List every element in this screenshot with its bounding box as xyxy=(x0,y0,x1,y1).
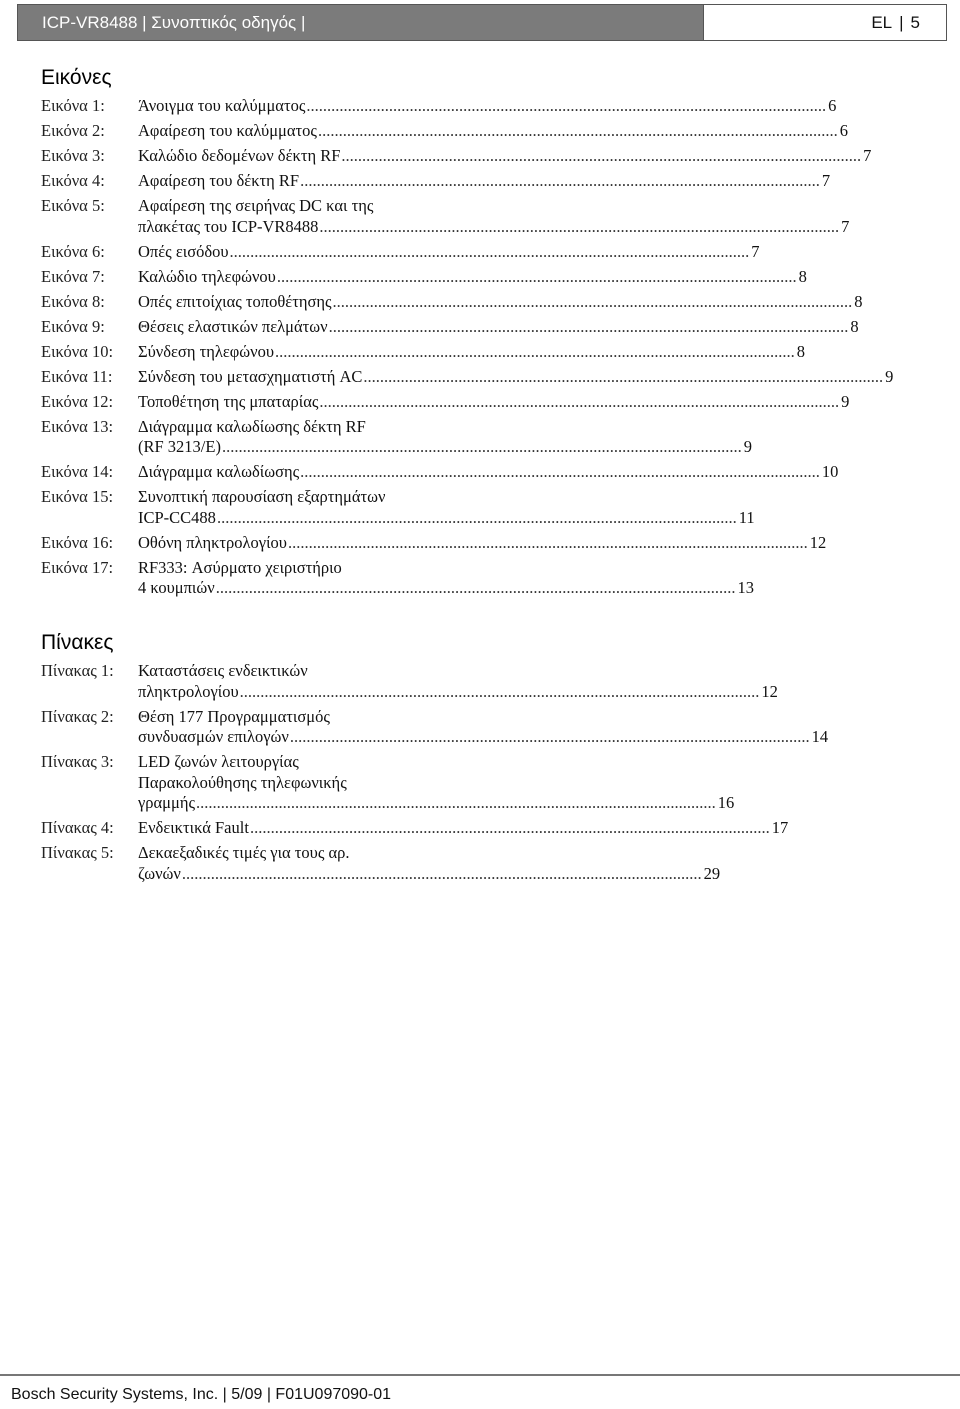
table-entry-title-line xyxy=(138,793,734,814)
header-title: ICP-VR8488 | Συνοπτικός οδηγός | xyxy=(18,5,703,40)
figure-entry-title: Τοποθέτηση της μπαταρίας xyxy=(138,391,319,411)
figure-entry-label: Εικόνα 7: xyxy=(41,266,105,286)
dot-leader xyxy=(240,682,760,703)
figure-entry-label: Εικόνα 12: xyxy=(41,391,114,411)
table-entry-title-line xyxy=(138,661,778,682)
figure-entry-title-line xyxy=(138,508,755,529)
figure-entry[interactable] xyxy=(41,96,837,117)
figure-entry-page: 12 xyxy=(809,532,827,552)
table-entry-title-line xyxy=(138,818,788,839)
figure-entry-title-line xyxy=(138,171,830,192)
figure-entry-body xyxy=(138,342,805,363)
figure-entry-title: Αφαίρεση του καλύμματος xyxy=(138,121,317,140)
figure-entry-page: 7 xyxy=(751,241,760,261)
figure-entry-page: 9 xyxy=(841,391,850,411)
table-entry-title-line xyxy=(138,707,828,728)
header-page-info xyxy=(703,5,946,40)
figure-entry-title-line xyxy=(138,437,752,458)
table-entry-label: Πίνακας 3: xyxy=(41,752,114,771)
figure-entry-page: 7 xyxy=(821,171,831,190)
figure-entry-title-line xyxy=(138,96,836,117)
dot-leader xyxy=(319,217,839,238)
figure-entry-label: Εικόνα 1: xyxy=(41,96,105,115)
figure-entry[interactable] xyxy=(41,366,894,388)
figure-entry[interactable] xyxy=(41,416,752,458)
table-entry-title-line xyxy=(138,752,734,773)
table-entry-label: Πίνακας 2: xyxy=(41,706,114,726)
figure-entry-body xyxy=(138,533,826,554)
figure-entry[interactable] xyxy=(41,391,850,413)
figure-entry-page: 7 xyxy=(841,216,850,236)
dot-leader xyxy=(319,392,839,413)
figure-entry-page: 10 xyxy=(821,462,839,481)
figure-entry-label: Εικόνα 11: xyxy=(41,366,113,386)
figure-entry-body xyxy=(138,146,871,167)
figure-entry[interactable] xyxy=(41,291,863,313)
table-entry-title: Καταστάσεις ενδεικτικών xyxy=(138,661,308,680)
figure-entry-body xyxy=(138,96,836,117)
dot-leader xyxy=(196,793,716,814)
figure-entry-title-line xyxy=(138,558,754,579)
figure-entry-label: Εικόνα 9: xyxy=(41,316,105,336)
figure-entry-page: 13 xyxy=(737,578,754,597)
figure-entry-title-line xyxy=(138,533,826,554)
table-entry-page: 17 xyxy=(771,818,789,837)
dot-leader xyxy=(363,367,883,388)
table-entry-label: Πίνακας 1: xyxy=(41,661,114,680)
figures-heading: Εικόνες xyxy=(41,66,112,89)
table-entry[interactable] xyxy=(41,752,735,814)
figure-entry-page: 8 xyxy=(850,316,859,336)
figure-entry-page: 6 xyxy=(839,121,848,140)
table-entry-body xyxy=(138,818,788,839)
figure-entry-body xyxy=(138,267,807,288)
figure-entry-label: Εικόνα 2: xyxy=(41,121,105,140)
table-entry-body xyxy=(138,707,828,748)
dot-leader xyxy=(275,342,795,363)
table-entry-title: ζωνών xyxy=(138,863,181,883)
figure-entry-title-line xyxy=(138,367,893,388)
figure-entry-title-line xyxy=(138,578,754,599)
figure-entry-title: Άνοιγμα του καλύμματος xyxy=(138,96,306,115)
figure-entry-page: 11 xyxy=(738,507,755,527)
table-entry-label: Πίνακας 5: xyxy=(41,843,114,862)
figure-entry-title: Οθόνη πληκτρολογίου xyxy=(138,532,287,552)
figure-entry-title-line xyxy=(138,267,807,288)
table-entry-body xyxy=(138,752,734,814)
figure-entry-title: Θέσεις ελαστικών πελμάτων xyxy=(138,316,328,336)
figure-entry-body xyxy=(138,367,893,388)
figure-entry[interactable] xyxy=(41,557,754,599)
figure-entry-title-line xyxy=(138,292,863,313)
figure-entry-title: Αφαίρεση της σειρήνας DC και της xyxy=(138,196,374,215)
figure-entry[interactable] xyxy=(41,341,806,363)
figure-entry-label: Εικόνα 10: xyxy=(41,341,114,361)
table-entry-title: συνδυασμών επιλογών xyxy=(138,727,289,746)
figure-entry-body xyxy=(138,242,760,263)
figure-entry-title-line xyxy=(138,242,760,263)
dot-leader xyxy=(306,96,826,117)
table-entry-page: 14 xyxy=(811,727,829,746)
figure-entry-body xyxy=(138,462,838,483)
figure-entry-title: Διάγραμμα καλωδίωσης xyxy=(138,462,300,481)
figure-entry-title: Αφαίρεση του δέκτη RF xyxy=(138,171,300,190)
dot-leader xyxy=(341,146,861,167)
figure-entry[interactable] xyxy=(41,196,850,237)
figure-entry-body xyxy=(138,392,849,413)
table-entry[interactable] xyxy=(41,661,778,702)
dot-leader xyxy=(217,508,737,529)
table-entry-title-line xyxy=(138,727,828,748)
table-entry-body xyxy=(138,843,720,884)
figure-entry-title-line xyxy=(138,317,859,338)
figure-entry-label: Εικόνα 15: xyxy=(41,487,114,506)
table-entry[interactable] xyxy=(41,818,789,839)
dot-leader xyxy=(216,578,736,599)
dot-leader xyxy=(290,727,810,748)
table-entry-page: 29 xyxy=(703,863,721,883)
figure-entry-body xyxy=(138,558,754,599)
figure-entry-page: 8 xyxy=(854,291,863,311)
dot-leader xyxy=(222,437,742,458)
figure-entry-label: Εικόνα 4: xyxy=(41,171,105,190)
table-entry-title-line xyxy=(138,773,734,794)
figure-entry-title: Οπές εισόδου xyxy=(138,241,229,261)
table-entry-title-line xyxy=(138,843,720,864)
figure-entry-page: 9 xyxy=(885,366,894,386)
table-entry-title: Θέση 177 Προγραμματισμός xyxy=(138,706,330,726)
footer-text: Bosch Security Systems, Inc. | 5/09 | F01U097090-01 xyxy=(11,1386,392,1403)
figure-entry-title: πλακέτας του ICP-VR8488 xyxy=(138,216,319,236)
table-entry[interactable] xyxy=(41,706,829,748)
figure-entry[interactable] xyxy=(41,462,839,483)
figure-entry-title: (RF 3213/E) xyxy=(138,437,221,456)
table-entry-title: γραμμής xyxy=(138,793,196,812)
figure-entry-title: Καλώδιο δεδομένων δέκτη RF xyxy=(138,146,341,165)
figure-entry-title: 4 κουμπιών xyxy=(138,578,215,597)
figure-entry-label: Εικόνα 6: xyxy=(41,241,105,261)
figure-entry-title: Σύνδεση του μετασχηματιστή AC xyxy=(138,366,363,386)
table-entry-title: Δεκαεξαδικές τιμές για τους αρ. xyxy=(138,843,350,862)
dot-leader xyxy=(300,171,820,192)
figure-entry[interactable] xyxy=(41,121,848,142)
figure-entry[interactable] xyxy=(41,316,859,338)
tables-list xyxy=(41,661,829,889)
table-entry-title-line xyxy=(138,864,720,885)
figure-entry-title-line xyxy=(138,392,849,413)
table-entry[interactable] xyxy=(41,843,721,884)
figure-entry[interactable] xyxy=(41,487,755,528)
figure-entry[interactable] xyxy=(41,171,831,192)
figure-entry-title: ICP-CC488 xyxy=(138,507,216,527)
figure-entry[interactable] xyxy=(41,241,760,263)
page-number: 5 xyxy=(910,12,920,32)
dot-leader xyxy=(333,292,853,313)
language-code: EL xyxy=(871,12,893,32)
figure-entry-title: Συνοπτική παρουσίαση εξαρτημάτων xyxy=(138,487,386,506)
table-entry-title: Ενδεικτικά Fault xyxy=(138,818,249,837)
figure-entry-title: RF333: Ασύρματο χειριστήριο xyxy=(138,557,342,577)
dot-leader xyxy=(230,242,750,263)
table-entry-title: LED ζωνών λειτουργίας xyxy=(138,752,299,771)
figures-list xyxy=(41,96,894,603)
figure-entry[interactable] xyxy=(41,266,807,288)
figure-entry-label: Εικόνα 5: xyxy=(41,196,105,215)
figure-entry-title-line xyxy=(138,217,849,238)
dot-leader xyxy=(182,864,702,885)
dot-leader xyxy=(318,121,838,142)
header-separator: | xyxy=(899,12,904,32)
tables-heading: Πίνακες xyxy=(41,631,114,654)
figure-entry[interactable] xyxy=(41,532,827,554)
figure-entry-body xyxy=(138,292,863,313)
figure-entry-label: Εικόνα 14: xyxy=(41,462,114,481)
figure-entry-title: Διάγραμμα καλωδίωσης δέκτη RF xyxy=(138,416,366,436)
figure-entry-label: Εικόνα 3: xyxy=(41,146,105,165)
figure-entry-label: Εικόνα 13: xyxy=(41,416,114,436)
figure-entry-page: 9 xyxy=(743,437,752,456)
figure-entry-title-line xyxy=(138,121,848,142)
figure-entry-body xyxy=(138,317,859,338)
figure-entry-title-line xyxy=(138,342,805,363)
figure-entry-page: 7 xyxy=(863,146,872,165)
figure-entry-title: Οπές επιτοίχιας τοποθέτησης xyxy=(138,291,332,311)
figure-entry-label: Εικόνα 17: xyxy=(41,557,114,577)
table-entry-page: 16 xyxy=(717,793,735,812)
figure-entry[interactable] xyxy=(41,146,872,167)
figure-entry-body xyxy=(138,171,830,192)
table-entry-title: Παρακολούθησης τηλεφωνικής xyxy=(138,772,347,792)
figure-entry-body xyxy=(138,487,755,528)
table-entry-title-line xyxy=(138,682,778,703)
table-entry-page: 12 xyxy=(761,681,778,701)
table-entry-title: πληκτρολογίου xyxy=(138,681,239,701)
figure-entry-title-line xyxy=(138,487,755,508)
figure-entry-body xyxy=(138,196,849,237)
dot-leader xyxy=(300,462,820,483)
figure-entry-body xyxy=(138,121,848,142)
figure-entry-page: 8 xyxy=(796,341,806,361)
figure-entry-body xyxy=(138,417,752,458)
page-header xyxy=(17,4,947,41)
table-entry-label: Πίνακας 4: xyxy=(41,818,114,837)
table-entry-body xyxy=(138,661,778,702)
figure-entry-title: Καλώδιο τηλεφώνου xyxy=(138,266,276,286)
figure-entry-label: Εικόνα 16: xyxy=(41,532,114,552)
figure-entry-title-line xyxy=(138,196,849,217)
figure-entry-title-line xyxy=(138,417,752,438)
dot-leader xyxy=(277,267,797,288)
figure-entry-title-line xyxy=(138,462,838,483)
figure-entry-title: Σύνδεση τηλεφώνου xyxy=(138,341,275,361)
dot-leader xyxy=(329,317,849,338)
figure-entry-title-line xyxy=(138,146,871,167)
dot-leader xyxy=(250,818,770,839)
dot-leader xyxy=(288,533,808,554)
figure-entry-page: 8 xyxy=(798,266,807,286)
figure-entry-label: Εικόνα 8: xyxy=(41,291,105,311)
footer-rule xyxy=(0,1374,960,1376)
figure-entry-page: 6 xyxy=(828,96,837,115)
